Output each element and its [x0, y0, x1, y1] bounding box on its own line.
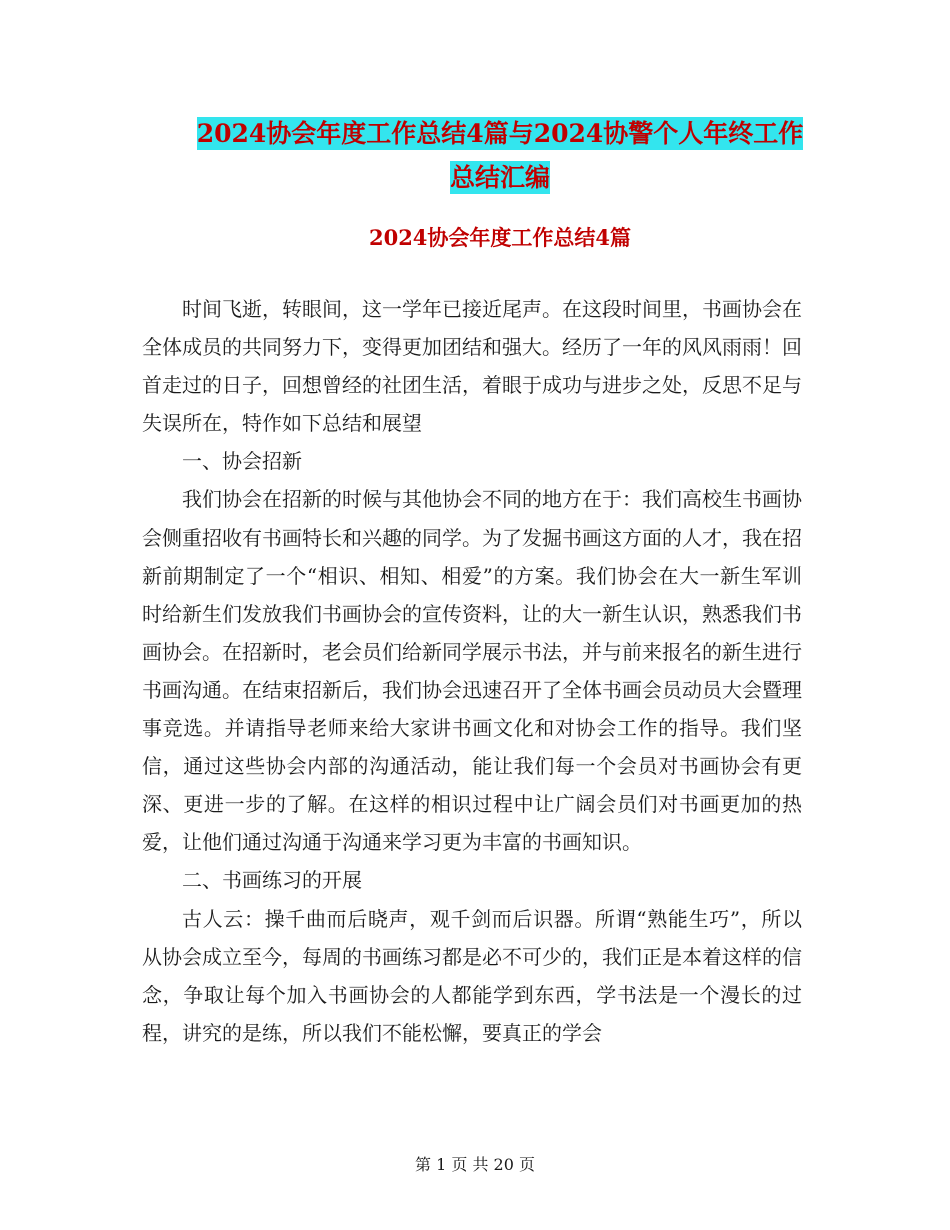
section-title: 2024协会年度工作总结4篇: [368, 225, 632, 250]
document-body: [142, 290, 802, 1052]
title-line-1: 2024协会年度工作总结4篇与2024协警个人年终工作: [196, 119, 804, 148]
document-title: [140, 112, 860, 200]
title-line-2: 总结汇编: [449, 163, 550, 192]
paragraph-intro: 时间飞逝，转眼间，这一学年已接近尾声。在这段时间里，书画协会在全体成员的共同努力下，变得更加团结和强大。经历了一年的风风雨雨！回首走过的日子，回想曾经的社团生活，着眼于成功与进步之处，反思不足与失误所在，特作如下总结和展望: [142, 297, 802, 436]
paragraph-practice: 古人云：操千曲而后晓声，观千剑而后识器。所谓“熟能生巧”，所以从协会成立至今，每周的书画练习都是必不可少的，我们正是本着这样的信念，争取让每个加入书画协会的人都能学到东西，学书法是一个漫长的过程，讲究的是练，所以我们不能松懈，要真正的学会: [142, 906, 802, 1045]
page-footer: 第 1 页 共 20 页: [415, 1155, 535, 1174]
heading-recruitment: 一、协会招新: [182, 449, 302, 474]
paragraph-recruitment: 我们协会在招新的时候与其他协会不同的地方在于：我们高校生书画协会侧重招收有书画特长和兴趣的同学。为了发掘书画这方面的人才，我在招新前期制定了一个“相识、相知、相爱”的方案。我们协会在大一新生军训时给新生们发放我们书画协会的宣传资料，让的大一新生认识，熟悉我们书画协会。在招新时，老会员们给新同学展示书法，并与前来报名的新生进行书画沟通。在结束招新后，我们协会迅速召开了全体书画会员动员大会暨理事竞选。并请指导老师来给大家讲书画文化和对协会工作的指导。我们坚信，通过这些协会内部的沟通活动，能让我们每一个会员对书画协会有更深、更进一步的了解。在这样的相识过程中让广阔会员们对书画更加的热爱，让他们通过沟通于沟通来学习更为丰富的书画知识。: [142, 487, 802, 855]
heading-practice: 二、书画练习的开展: [182, 868, 362, 893]
